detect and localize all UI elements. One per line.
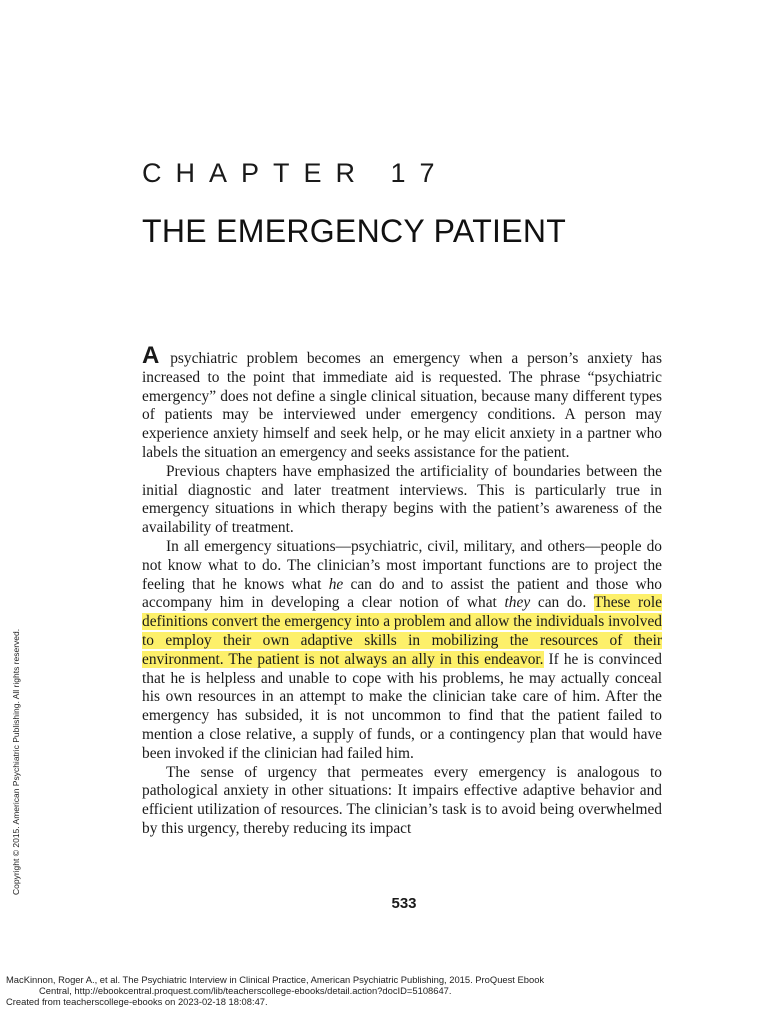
paragraph-1: [142, 342, 662, 463]
page-number: 533: [391, 895, 417, 912]
paragraph-4: The sense of urgency that permeates every emergency is analogous to pathological anxiety in other situations: It impairs effective adaptive behavior and efficient utilization of resources. The clinician’s task is to avoid being overwhelmed by this urgency, thereby reducing its impact: [142, 763, 662, 837]
paragraph-3-part-d: If he is convinced that he is helpless and unable to cope with his problems, he may actually conceal his own resources in an attempt to make the clinician take care of him. After the emergency has subsided, it is not uncommon to find that the patient failed to mention a close relative, a supply of funds, or a contingency plan that would have been invoked if the clinician had failed him.: [142, 650, 662, 762]
paragraph-1-text: psychiatric problem becomes an emergency when a person’s anxiety has increased to the point that immediate aid is requested. The phrase “psychiatric emergency” does not define a single clinical situation, because many different types of patients may be interviewed under emergency conditions. A person may experience anxiety himself and seek help, or he may elicit anxiety in a partner who labels the situation an emergency and seeks assistance for the patient.: [142, 350, 662, 461]
chapter-title: THE EMERGENCY PATIENT: [142, 213, 567, 249]
paragraph-3-part-c: can do.: [530, 594, 594, 612]
emphasis-they: they: [504, 594, 531, 612]
citation-line-2: Central, http://ebookcentral.proquest.com/lib/teacherscollege-ebooks/detail.action?docID=5108647.: [39, 985, 452, 996]
citation-line-1: MacKinnon, Roger A., et al. The Psychiatric Interview in Clinical Practice, American Psychiatric Publishing, 2015. ProQuest Ebook: [6, 974, 545, 985]
paragraph-3-part-b: can do and to assist the patient and those who accompany him in developing a clear notion of what: [142, 575, 662, 612]
body-text: [142, 342, 662, 839]
paragraph-3: [142, 538, 662, 764]
paragraph-2: Previous chapters have emphasized the artificiality of boundaries between the initial diagnostic and later treatment interviews. This is particularly true in emergency situations in which therapy begins with the patient’s awareness of the availability of treatment.: [142, 462, 662, 537]
citation-line-3: Created from teacherscollege-ebooks on 2023-02-18 18:08:47.: [6, 996, 268, 1007]
paragraph-3-part-a: In all emergency situations—psychiatric, civil, military, and others—people do not know what to do. The clinician’s most important functions are to project the feeling that he knows what: [142, 537, 662, 593]
drop-cap: A: [142, 342, 160, 369]
emphasis-he: he: [328, 575, 344, 593]
copyright-notice: Copyright © 2015. American Psychiatric Publishing. All rights reserved.: [11, 628, 21, 895]
citation-footer: [6, 974, 544, 1007]
highlighted-passage[interactable]: These role definitions convert the emergency into a problem and allow the individuals involved to employ their own adaptive skills in mobilizing the resources of their environment. The patient is not always an ally in this endeavor.: [142, 594, 662, 668]
chapter-label: CHAPTER 17: [142, 158, 449, 188]
